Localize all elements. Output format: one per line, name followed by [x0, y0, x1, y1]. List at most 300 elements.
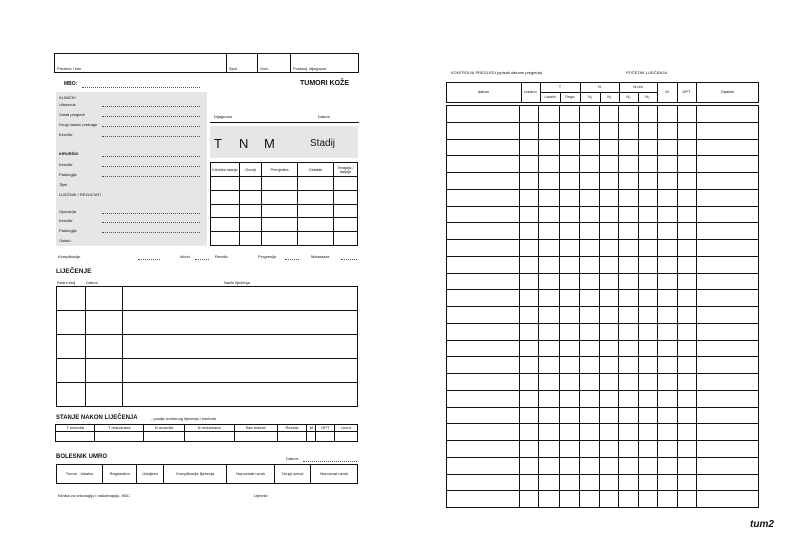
- control-cell[interactable]: [619, 139, 638, 156]
- control-cell[interactable]: [657, 424, 677, 441]
- umro-h2: Regionalno: [103, 465, 137, 484]
- control-cell[interactable]: [697, 457, 759, 474]
- control-cell[interactable]: [447, 156, 520, 173]
- side-header-1: Kliničko stanje: [211, 163, 240, 177]
- control-cell[interactable]: [657, 223, 677, 240]
- control-cell[interactable]: [619, 474, 638, 491]
- control-cell[interactable]: [447, 189, 520, 206]
- control-cell[interactable]: [678, 441, 697, 458]
- control-cell[interactable]: [678, 206, 697, 223]
- control-cell[interactable]: [600, 441, 619, 458]
- control-cell[interactable]: [657, 290, 677, 307]
- control-cell[interactable]: [559, 206, 579, 223]
- control-cell[interactable]: [638, 340, 657, 357]
- sub-n-1: N₁: [587, 94, 593, 100]
- control-cell[interactable]: [638, 173, 657, 190]
- control-cell[interactable]: [559, 106, 579, 123]
- control-cell[interactable]: [657, 273, 677, 290]
- control-cell[interactable]: [678, 424, 697, 441]
- control-cell[interactable]: [657, 139, 677, 156]
- control-cell[interactable]: [447, 106, 520, 123]
- stanje-h8: DPT: [316, 425, 335, 432]
- control-cell[interactable]: [619, 173, 638, 190]
- control-cell[interactable]: [559, 474, 579, 491]
- control-cell[interactable]: [447, 491, 520, 508]
- control-cell[interactable]: [520, 323, 539, 340]
- umro-datum-field[interactable]: [303, 461, 357, 462]
- control-cell[interactable]: [638, 323, 657, 340]
- date-label: Datum: [318, 114, 330, 119]
- control-cell[interactable]: [600, 139, 619, 156]
- control-cell[interactable]: [678, 457, 697, 474]
- control-cell[interactable]: [447, 256, 520, 273]
- control-cell[interactable]: [678, 491, 697, 508]
- control-cell[interactable]: [619, 156, 638, 173]
- control-cell[interactable]: [638, 491, 657, 508]
- control-cell[interactable]: [638, 122, 657, 139]
- control-cell[interactable]: [520, 189, 539, 206]
- control-cell[interactable]: [539, 206, 559, 223]
- control-cell[interactable]: [600, 424, 619, 441]
- umro-h6: Drugi uzroci: [275, 465, 311, 484]
- control-cell[interactable]: [600, 240, 619, 257]
- control-cell[interactable]: [539, 474, 559, 491]
- control-cell[interactable]: [638, 206, 657, 223]
- control-cell[interactable]: [579, 357, 599, 374]
- control-cell[interactable]: [678, 173, 697, 190]
- control-cell[interactable]: [600, 407, 619, 424]
- control-cell[interactable]: [559, 307, 579, 324]
- control-cell[interactable]: [619, 357, 638, 374]
- control-cell[interactable]: [657, 441, 677, 458]
- control-cell[interactable]: [559, 240, 579, 257]
- control-row: [447, 189, 759, 206]
- control-cell[interactable]: [638, 424, 657, 441]
- control-cell[interactable]: [539, 290, 559, 307]
- control-cell[interactable]: [520, 474, 539, 491]
- control-cell[interactable]: [579, 323, 599, 340]
- control-cell[interactable]: [638, 390, 657, 407]
- control-cell[interactable]: [559, 223, 579, 240]
- control-cell[interactable]: [678, 290, 697, 307]
- control-cell[interactable]: [657, 374, 677, 391]
- control-cell[interactable]: [638, 357, 657, 374]
- control-cell[interactable]: [697, 273, 759, 290]
- control-cell[interactable]: [697, 307, 759, 324]
- control-cell[interactable]: [697, 290, 759, 307]
- control-cell[interactable]: [539, 240, 559, 257]
- control-cell[interactable]: [600, 340, 619, 357]
- control-cell[interactable]: [600, 474, 619, 491]
- control-cell[interactable]: [657, 407, 677, 424]
- kirurski-title: KIRURŠKI: [59, 151, 79, 156]
- control-cell[interactable]: [600, 122, 619, 139]
- control-cell[interactable]: [697, 106, 759, 123]
- control-cell[interactable]: [559, 323, 579, 340]
- control-cell[interactable]: [539, 323, 559, 340]
- sub-t-regio: Regio: [565, 94, 575, 99]
- control-cell[interactable]: [447, 173, 520, 190]
- control-cell[interactable]: [657, 390, 677, 407]
- control-cell[interactable]: [579, 340, 599, 357]
- control-cell[interactable]: [559, 189, 579, 206]
- lijecnik-title: LIJEČNIK / REZULTATI: [59, 192, 101, 197]
- control-cell[interactable]: [579, 139, 599, 156]
- control-cell[interactable]: [697, 374, 759, 391]
- control-row: [447, 106, 759, 123]
- side-header-2: Gornji: [240, 163, 262, 177]
- control-cell[interactable]: [678, 390, 697, 407]
- control-cell[interactable]: [447, 374, 520, 391]
- control-cell[interactable]: [520, 173, 539, 190]
- lijecnik-field-2: Kirurški: [59, 218, 73, 223]
- control-cell[interactable]: [520, 357, 539, 374]
- control-row: [447, 323, 759, 340]
- spol-label: Spol: [229, 66, 238, 71]
- control-cell[interactable]: [657, 474, 677, 491]
- control-cell[interactable]: [619, 390, 638, 407]
- control-cell[interactable]: [638, 457, 657, 474]
- control-cell[interactable]: [520, 256, 539, 273]
- col-uredno: uredno: [524, 89, 537, 95]
- footer-clinic: Klinika za onkologiju i radioterapiju, KBC: [58, 493, 130, 498]
- control-cell[interactable]: [539, 122, 559, 139]
- control-cell[interactable]: [559, 340, 579, 357]
- control-cell[interactable]: [619, 122, 638, 139]
- control-cell[interactable]: [539, 173, 559, 190]
- control-cell[interactable]: [657, 307, 677, 324]
- control-cell[interactable]: [579, 290, 599, 307]
- col-n-rec: N-rec: [633, 83, 643, 89]
- control-cell[interactable]: [600, 156, 619, 173]
- control-cell[interactable]: [447, 273, 520, 290]
- control-cell[interactable]: [539, 407, 559, 424]
- control-cell[interactable]: [638, 240, 657, 257]
- control-cell[interactable]: [579, 491, 599, 508]
- control-cell[interactable]: [600, 256, 619, 273]
- umro-table: [56, 464, 358, 484]
- control-cell[interactable]: [579, 106, 599, 123]
- control-cell[interactable]: [559, 156, 579, 173]
- control-cell[interactable]: [579, 256, 599, 273]
- control-cell[interactable]: [697, 323, 759, 340]
- control-cell[interactable]: [638, 474, 657, 491]
- control-cell[interactable]: [520, 156, 539, 173]
- control-cell[interactable]: [520, 122, 539, 139]
- control-cell[interactable]: [678, 156, 697, 173]
- control-cell[interactable]: [559, 139, 579, 156]
- control-cell[interactable]: [619, 240, 638, 257]
- control-cell[interactable]: [447, 457, 520, 474]
- control-cell[interactable]: [579, 390, 599, 407]
- control-cell[interactable]: [520, 390, 539, 407]
- control-cell[interactable]: [638, 256, 657, 273]
- control-cell[interactable]: [678, 189, 697, 206]
- control-cell[interactable]: [638, 273, 657, 290]
- control-cell[interactable]: [619, 441, 638, 458]
- control-cell[interactable]: [657, 240, 677, 257]
- control-cell[interactable]: [579, 206, 599, 223]
- control-cell[interactable]: [678, 357, 697, 374]
- control-cell[interactable]: [579, 273, 599, 290]
- control-cell[interactable]: [600, 173, 619, 190]
- control-cell[interactable]: [447, 390, 520, 407]
- control-cell[interactable]: [559, 273, 579, 290]
- control-cell[interactable]: [657, 189, 677, 206]
- control-cell[interactable]: [559, 457, 579, 474]
- control-cell[interactable]: [697, 340, 759, 357]
- control-cell[interactable]: [559, 357, 579, 374]
- control-cell[interactable]: [520, 240, 539, 257]
- control-cell[interactable]: [697, 122, 759, 139]
- control-cell[interactable]: [638, 106, 657, 123]
- control-cell[interactable]: [579, 307, 599, 324]
- control-cell[interactable]: [678, 340, 697, 357]
- control-cell[interactable]: [697, 256, 759, 273]
- control-cell[interactable]: [579, 407, 599, 424]
- control-cell[interactable]: [657, 457, 677, 474]
- control-cell[interactable]: [657, 206, 677, 223]
- control-row: [447, 357, 759, 374]
- control-cell[interactable]: [657, 357, 677, 374]
- control-cell[interactable]: [539, 307, 559, 324]
- control-cell[interactable]: [600, 491, 619, 508]
- control-cell[interactable]: [520, 407, 539, 424]
- control-cell[interactable]: [559, 173, 579, 190]
- control-cell[interactable]: [657, 256, 677, 273]
- control-cell[interactable]: [619, 457, 638, 474]
- control-cell[interactable]: [539, 273, 559, 290]
- klinicki-field-4: Kirurški: [59, 132, 73, 137]
- control-cell[interactable]: [678, 240, 697, 257]
- control-cell[interactable]: [600, 223, 619, 240]
- control-cell[interactable]: [539, 139, 559, 156]
- control-cell[interactable]: [520, 139, 539, 156]
- control-cell[interactable]: [678, 407, 697, 424]
- control-cell[interactable]: [520, 491, 539, 508]
- control-cell[interactable]: [657, 122, 677, 139]
- sub-nrec-2: N₂: [645, 94, 650, 100]
- control-cell[interactable]: [697, 357, 759, 374]
- control-cell[interactable]: [619, 424, 638, 441]
- control-cell[interactable]: [447, 340, 520, 357]
- control-cell[interactable]: [579, 474, 599, 491]
- control-cell[interactable]: [678, 307, 697, 324]
- control-cell[interactable]: [678, 122, 697, 139]
- control-cell[interactable]: [619, 307, 638, 324]
- control-cell[interactable]: [559, 441, 579, 458]
- control-cell[interactable]: [539, 441, 559, 458]
- control-cell[interactable]: [559, 256, 579, 273]
- control-cell[interactable]: [539, 106, 559, 123]
- stanje-subtitle: - poslije izvršenog liječenja / kontrole: [151, 416, 217, 421]
- control-cell[interactable]: [447, 122, 520, 139]
- control-cell[interactable]: [520, 223, 539, 240]
- control-cell[interactable]: [619, 323, 638, 340]
- control-cell[interactable]: [619, 223, 638, 240]
- control-cell[interactable]: [539, 491, 559, 508]
- tnm-stadij: Stadij: [310, 138, 336, 149]
- control-cell[interactable]: [678, 223, 697, 240]
- control-cell[interactable]: [657, 340, 677, 357]
- control-cell[interactable]: [697, 491, 759, 508]
- control-cell[interactable]: [619, 273, 638, 290]
- control-cell[interactable]: [579, 189, 599, 206]
- control-cell[interactable]: [600, 189, 619, 206]
- control-cell[interactable]: [579, 240, 599, 257]
- control-cell[interactable]: [638, 407, 657, 424]
- control-cell[interactable]: [559, 290, 579, 307]
- control-cell[interactable]: [539, 424, 559, 441]
- lijecnik-field-4: Ostalo: [59, 238, 71, 243]
- control-cell[interactable]: [697, 173, 759, 190]
- control-cell[interactable]: [447, 290, 520, 307]
- col-datum: datum: [477, 89, 490, 95]
- control-cell[interactable]: [539, 457, 559, 474]
- control-cell[interactable]: [559, 122, 579, 139]
- control-cell[interactable]: [678, 256, 697, 273]
- control-cell[interactable]: [638, 223, 657, 240]
- control-cell[interactable]: [619, 491, 638, 508]
- control-cell[interactable]: [579, 457, 599, 474]
- control-cell[interactable]: [600, 457, 619, 474]
- control-cell[interactable]: [520, 340, 539, 357]
- control-cell[interactable]: [447, 407, 520, 424]
- control-cell[interactable]: [447, 424, 520, 441]
- control-cell[interactable]: [697, 474, 759, 491]
- control-cell[interactable]: [678, 323, 697, 340]
- control-cell[interactable]: [447, 139, 520, 156]
- control-cell[interactable]: [600, 106, 619, 123]
- control-cell[interactable]: [619, 189, 638, 206]
- control-cell[interactable]: [657, 491, 677, 508]
- control-cell[interactable]: [520, 106, 539, 123]
- control-cell[interactable]: [539, 156, 559, 173]
- control-cell[interactable]: [697, 424, 759, 441]
- control-cell[interactable]: [697, 441, 759, 458]
- lijecenje-col-redni-broj: Redni broj: [57, 280, 76, 285]
- control-cell[interactable]: [447, 441, 520, 458]
- control-cell[interactable]: [579, 441, 599, 458]
- control-cell[interactable]: [638, 189, 657, 206]
- control-cell[interactable]: [447, 240, 520, 257]
- control-cell[interactable]: [600, 357, 619, 374]
- control-cell[interactable]: [559, 390, 579, 407]
- control-cell[interactable]: [559, 407, 579, 424]
- control-cell[interactable]: [579, 424, 599, 441]
- control-cell[interactable]: [539, 340, 559, 357]
- control-cell[interactable]: [447, 206, 520, 223]
- kontrolni-heading: KONTROLNI PREGLEDI (upisati datume pregleda): [451, 70, 543, 75]
- control-cell[interactable]: [539, 374, 559, 391]
- control-cell[interactable]: [697, 223, 759, 240]
- control-cell[interactable]: [539, 256, 559, 273]
- col-opaske: Opaske: [720, 89, 735, 95]
- control-cell[interactable]: [520, 374, 539, 391]
- control-cell[interactable]: [697, 156, 759, 173]
- klinicki-field-3: Drugi nalazi/ pretrage: [59, 122, 98, 127]
- control-cell[interactable]: [559, 424, 579, 441]
- control-cell[interactable]: [638, 156, 657, 173]
- control-cell[interactable]: [657, 173, 677, 190]
- control-cell[interactable]: [600, 390, 619, 407]
- control-cell[interactable]: [447, 357, 520, 374]
- control-cell[interactable]: [520, 206, 539, 223]
- control-cell[interactable]: [697, 139, 759, 156]
- control-cell[interactable]: [638, 139, 657, 156]
- control-cell[interactable]: [520, 290, 539, 307]
- control-cell[interactable]: [447, 307, 520, 324]
- control-cell[interactable]: [638, 290, 657, 307]
- control-cell[interactable]: [600, 307, 619, 324]
- control-cell[interactable]: [619, 206, 638, 223]
- control-cell[interactable]: [447, 323, 520, 340]
- control-cell[interactable]: [619, 106, 638, 123]
- control-cell[interactable]: [697, 189, 759, 206]
- control-cell[interactable]: [520, 457, 539, 474]
- control-cell[interactable]: [619, 340, 638, 357]
- sub-t-lokalni: Lokalni: [544, 94, 556, 99]
- control-cell[interactable]: [697, 206, 759, 223]
- form-title: TUMORI KOŽE: [300, 80, 349, 87]
- control-cell[interactable]: [619, 290, 638, 307]
- control-cell[interactable]: [678, 374, 697, 391]
- control-cell[interactable]: [520, 424, 539, 441]
- control-cell[interactable]: [539, 357, 559, 374]
- control-cell[interactable]: [520, 441, 539, 458]
- control-cell[interactable]: [638, 441, 657, 458]
- control-cell[interactable]: [579, 173, 599, 190]
- control-cell[interactable]: [697, 390, 759, 407]
- control-cell[interactable]: [539, 390, 559, 407]
- control-cell[interactable]: [559, 374, 579, 391]
- control-cell[interactable]: [539, 223, 559, 240]
- control-cell[interactable]: [579, 122, 599, 139]
- control-cell[interactable]: [638, 374, 657, 391]
- control-cell[interactable]: [638, 307, 657, 324]
- control-cell[interactable]: [520, 273, 539, 290]
- control-cell[interactable]: [697, 240, 759, 257]
- control-cell[interactable]: [600, 323, 619, 340]
- control-cell[interactable]: [600, 206, 619, 223]
- klinicki-title: KLINIČKI: [59, 95, 76, 100]
- control-cell[interactable]: [697, 407, 759, 424]
- control-cell[interactable]: [600, 374, 619, 391]
- control-cell[interactable]: [579, 374, 599, 391]
- control-cell[interactable]: [657, 323, 677, 340]
- control-cell[interactable]: [619, 256, 638, 273]
- control-cell[interactable]: [619, 374, 638, 391]
- control-cell[interactable]: [579, 156, 599, 173]
- control-cell[interactable]: [600, 290, 619, 307]
- control-cell[interactable]: [447, 474, 520, 491]
- control-cell[interactable]: [539, 189, 559, 206]
- control-cell[interactable]: [447, 223, 520, 240]
- control-cell[interactable]: [678, 273, 697, 290]
- mbo-field[interactable]: [82, 87, 200, 88]
- col-t: T: [558, 83, 562, 89]
- control-cell[interactable]: [678, 139, 697, 156]
- control-cell[interactable]: [520, 307, 539, 324]
- control-cell[interactable]: [678, 106, 697, 123]
- control-cell[interactable]: [657, 156, 677, 173]
- control-cell[interactable]: [600, 273, 619, 290]
- control-cell[interactable]: [619, 407, 638, 424]
- control-cell[interactable]: [559, 491, 579, 508]
- control-cell[interactable]: [657, 106, 677, 123]
- control-cell[interactable]: [579, 223, 599, 240]
- control-cell[interactable]: [678, 474, 697, 491]
